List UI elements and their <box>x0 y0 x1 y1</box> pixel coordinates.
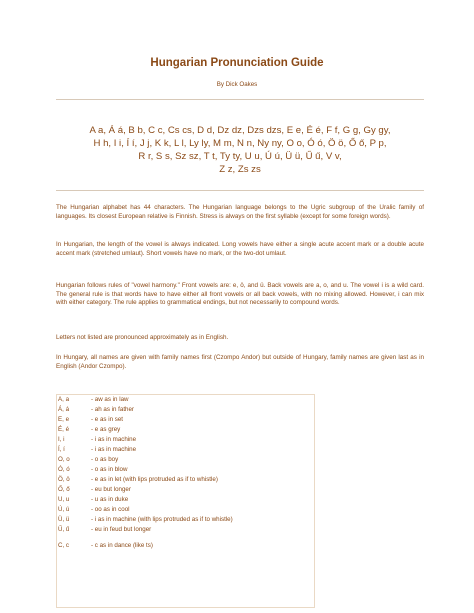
row-letters: Á, á <box>58 406 70 413</box>
row-description: - o as boy <box>91 456 119 463</box>
alphabet-line: H h, I i, Í í, J j, K k, L l, Ly ly, M m, N n, Ny ny, O o, Ó ó, Ö ö, Ő ő, P p, <box>93 138 387 149</box>
paragraph-vowel-harmony: Hungarian follows rules of "vowel harmony." Front vowels are: e, ö, and ü. Back vowels are a, o, and u. The vowel i is a wild card. The general rule is that words have to have either all front vowels or all back vowels, with no mixing allowed. However, i can mix with either category. The rule applies to grammatical endings, but not necessarily to compound words. <box>56 282 424 307</box>
row-description: - e as in let (with lips protruded as if to whistle) <box>91 476 218 483</box>
row-letters: U, u <box>58 496 70 503</box>
paragraph-vowel-length: In Hungarian, the length of the vowel is always indicated. Long vowels have either a single acute accent mark or a double acute accent mark (stretched umlaut). Short vowels have no mark, or the two-dot umlaut. <box>56 241 424 257</box>
row-letters: C, c <box>58 542 70 549</box>
row-letters: Ú, ú <box>58 506 70 513</box>
row-letters: Ü, ü <box>58 516 70 523</box>
row-letters: Í, í <box>58 446 65 453</box>
row-description: - eu but longer <box>91 486 131 493</box>
row-description: - eu in feud but longer <box>91 526 152 533</box>
row-letters: Ű, ű <box>58 526 70 533</box>
alphabet-block <box>60 124 420 176</box>
paragraph-intro: The Hungarian alphabet has 44 characters. The Hungarian language belongs to the Ugric subgroup of the Uralic family of languages. Its closest European relative is Finnish. Stress is always on the first syllable (except for some foreign words). <box>56 204 424 220</box>
page-title: Hungarian Pronunciation Guide <box>150 57 324 69</box>
divider <box>56 190 424 191</box>
row-letters: A, a <box>58 396 70 403</box>
row-description: - u as in duke <box>91 496 129 503</box>
paragraph-names: In Hungary, all names are given with family names first (Czompo Andor) but outside of Hungary, family names are given last as in English (Andor Czompo). <box>56 354 424 370</box>
row-description: - i as in machine <box>91 446 137 453</box>
author-byline: By Dick Oakes <box>216 81 258 88</box>
row-letters: Ó, ó <box>58 466 70 473</box>
alphabet-line: A a, Á á, B b, C c, Cs cs, D d, Dz dz, Dzs dzs, E e, É é, F f, G g, Gy gy, <box>89 125 391 136</box>
row-description: - c as in dance (like ts) <box>91 542 153 549</box>
paragraph-letters-note: Letters not listed are pronounced approximately as in English. <box>56 334 229 341</box>
alphabet-line: Z z, Zs zs <box>219 164 261 175</box>
row-description: - aw as in law <box>91 396 129 403</box>
row-description: - e as in set <box>91 416 123 423</box>
row-description: - oo as in cool <box>91 506 130 513</box>
row-letters: É, é <box>58 426 70 433</box>
row-letters: O, o <box>58 456 70 463</box>
row-description: - i as in machine (with lips protruded as if to whistle) <box>91 516 233 523</box>
row-letters: E, e <box>58 416 70 423</box>
row-description: - i as in machine <box>91 436 137 443</box>
divider <box>56 99 424 100</box>
row-letters: I, i <box>58 436 65 443</box>
row-description: - e as grey <box>91 426 121 433</box>
row-letters: Ő, ő <box>58 486 70 493</box>
pronunciation-table <box>56 394 315 608</box>
row-description: - ah as in father <box>91 406 134 413</box>
row-description: - o as in blow <box>91 466 128 473</box>
alphabet-line: R r, S s, Sz sz, T t, Ty ty, U u, Ú ú, Ü ü, Ű ű, V v, <box>138 151 342 162</box>
row-letters: Ö, ö <box>58 476 70 483</box>
